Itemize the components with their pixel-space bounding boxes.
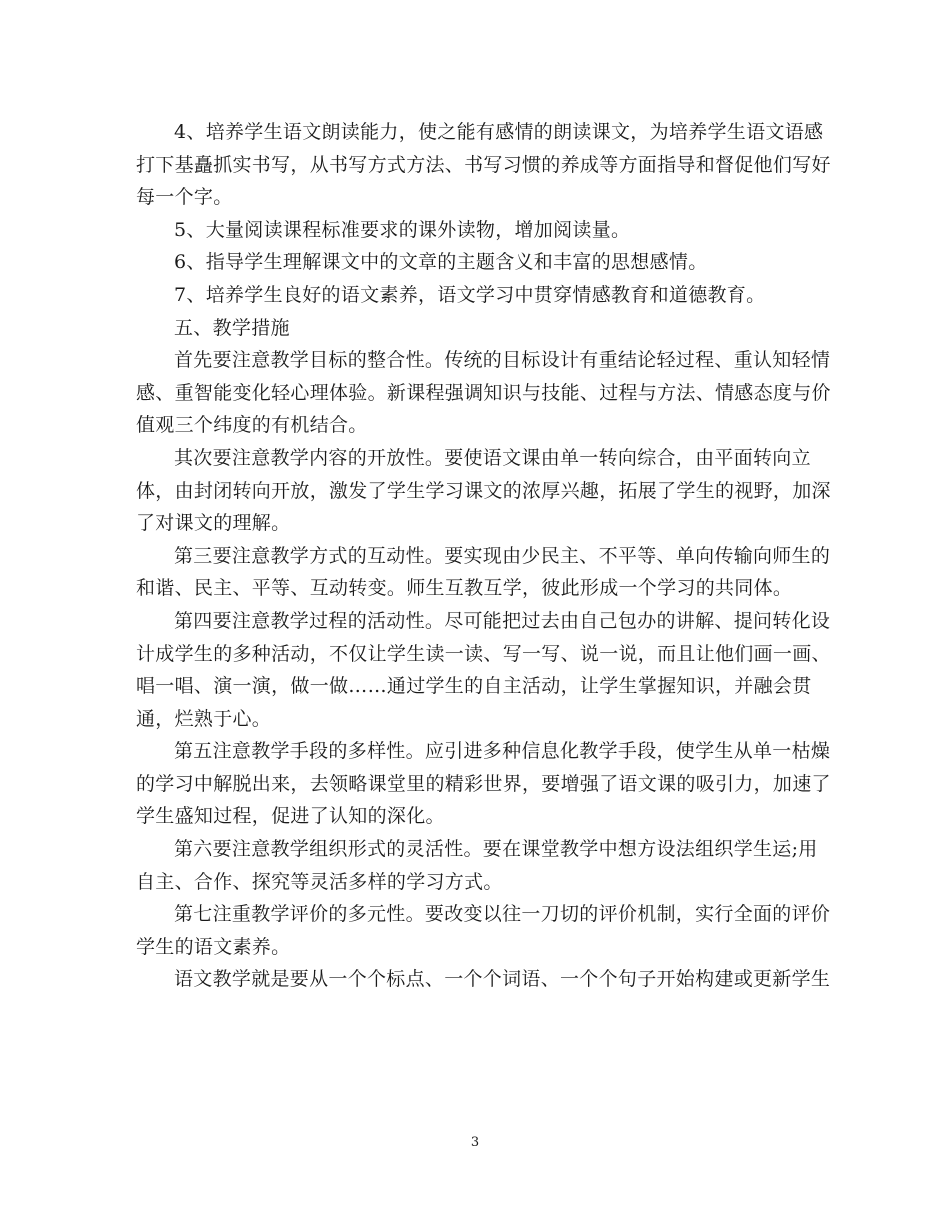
paragraph-goal-5 (136, 214, 816, 247)
paragraph-measure-1 (136, 344, 831, 442)
text-line: 其次要注意教学内容的开放性。要使语文课由单一转向综合，由平面转向立 (174, 446, 811, 469)
paragraph-measure-7 (136, 898, 831, 963)
text-line: 打下基矗抓实书写，从书写方式方法、书写习惯的养成等方面指导和督促他们写好 (136, 153, 831, 176)
section-heading: 五、教学措施 (174, 316, 290, 339)
text-line: 第四要注意教学过程的活动性。尽可能把过去由自己包办的讲解、提问转化设 (174, 609, 831, 632)
text-line: 第六要注意教学组织形式的灵活性。要在课堂教学中想方设法组织学生运;用 (174, 838, 818, 861)
text-line: 通，烂熟于心。 (136, 707, 272, 730)
text-line: 语文教学就是要从一个个标点、一个个词语、一个个句子开始构建或更新学生 (174, 968, 831, 991)
text-line: 的学习中解脱出来，去领略课堂里的精彩世界，要增强了语文课的吸引力，加速了 (136, 772, 831, 795)
text-line: 自主、合作、探究等灵活多样的学习方式。 (136, 870, 503, 893)
text-line: 每一个字。 (136, 186, 233, 209)
text-line: 值观三个纬度的有机结合。 (136, 414, 368, 437)
paragraph-measure-4 (136, 605, 831, 735)
text-line: 第七注重教学评价的多元性。要改变以往一刀切的评价机制，实行全面的评价 (174, 903, 831, 926)
paragraph-goal-4 (136, 116, 831, 214)
page-number: 3 (470, 1135, 480, 1150)
text-line: 感、重智能变化轻心理体验。新课程强调知识与技能、过程与方法、情感态度与价 (136, 381, 831, 404)
paragraph-goal-6 (136, 246, 816, 279)
text-line: 7、培养学生良好的语文素养，语文学习中贯穿情感教育和道德教育。 (174, 283, 766, 306)
text-line: 体，由封闭转向开放，激发了学生学习课文的浓厚兴趣，拓展了学生的视野，加深 (136, 479, 831, 502)
text-line: 5、大量阅读课程标准要求的课外读物，增加阅读量。 (174, 218, 631, 241)
text-line: 第五注意教学手段的多样性。应引进多种信息化教学手段，使学生从单一枯燥 (174, 740, 831, 763)
paragraph-goal-7 (136, 279, 816, 312)
paragraph-measure-5 (136, 735, 831, 833)
section-heading-teaching-measures (136, 312, 816, 345)
text-line: 唱一唱、演一演，做一做……通过学生的自主活动，让学生掌握知识，并融会贯 (136, 675, 812, 698)
text-line: 计成学生的多种活动，不仅让学生读一读、写一写、说一说，而且让他们画一画、 (136, 642, 831, 665)
paragraph-measure-6 (136, 833, 816, 898)
paragraph-conclusion (136, 963, 831, 996)
paragraph-measure-2 (136, 442, 831, 540)
document-body (136, 116, 831, 996)
text-line: 6、指导学生理解课文中的文章的主题含义和丰富的思想感情。 (174, 251, 708, 274)
text-line: 学生盛知过程，促进了认知的深化。 (136, 805, 445, 828)
text-line: 第三要注意教学方式的互动性。要实现由少民主、不平等、单向传输向师生的 (174, 544, 831, 567)
text-line: 4、培养学生语文朗读能力，使之能有感情的朗读课文，为培养学生语文语感 (174, 121, 824, 143)
text-line: 首先要注意教学目标的整合性。传统的目标设计有重结论轻过程、重认知轻情 (174, 349, 831, 372)
text-line: 了对课文的理解。 (136, 512, 291, 535)
paragraph-measure-3 (136, 540, 831, 605)
text-line: 和谐、民主、平等、互动转变。师生互教互学，彼此形成一个学习的共同体。 (136, 577, 793, 600)
text-line: 学生的语文素养。 (136, 935, 291, 958)
